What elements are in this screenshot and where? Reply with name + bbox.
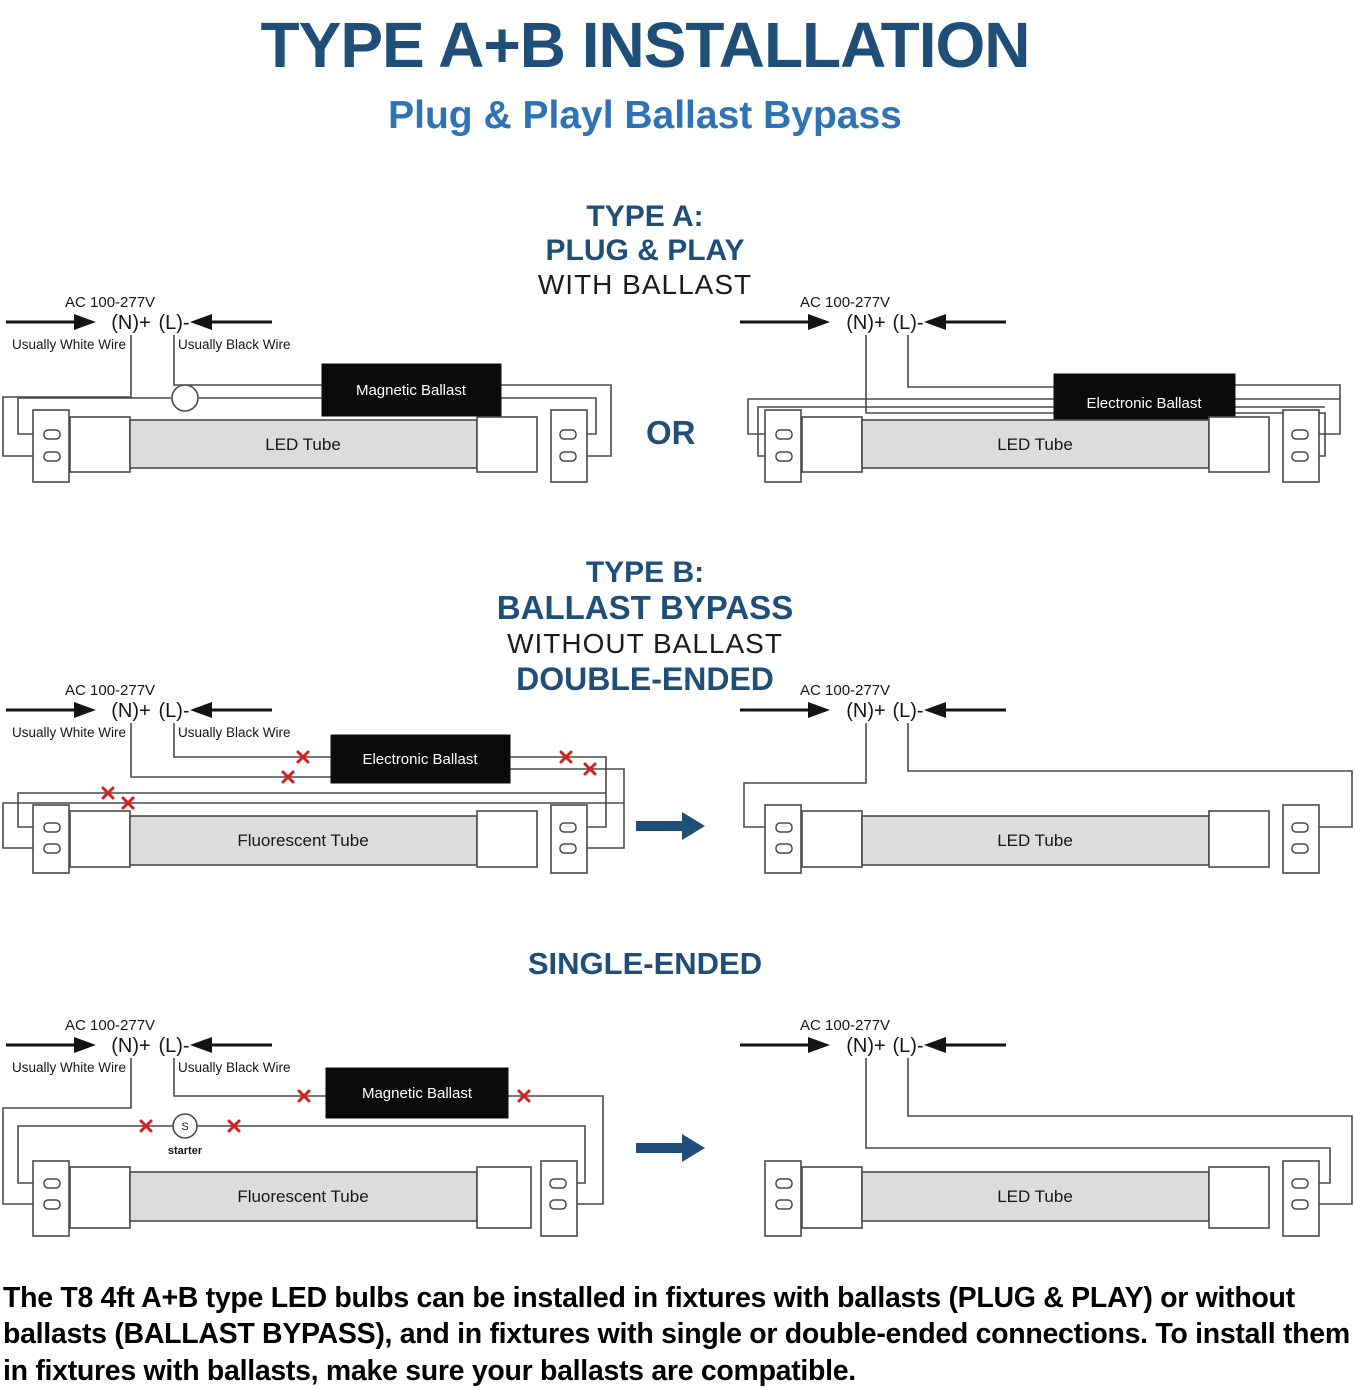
tube-label: Fluorescent Tube	[237, 831, 369, 850]
ballast	[322, 364, 501, 416]
power-input-arrows	[6, 1035, 272, 1057]
line-label: (L)-	[158, 1035, 190, 1057]
led-tube	[765, 410, 1319, 482]
conversion-arrow	[636, 809, 706, 843]
or-label: OR	[646, 414, 696, 451]
flow-arrow-icon	[636, 812, 705, 840]
diagram-single-old-wiring	[0, 1008, 640, 1253]
tube-label: LED Tube	[997, 1187, 1073, 1206]
arrow-left-icon	[190, 702, 212, 718]
neutral-label: (N)+	[111, 1035, 151, 1057]
black-wire-label: Usually Black Wire	[178, 1060, 291, 1075]
led-tube	[33, 410, 587, 482]
power-input-arrows	[6, 700, 272, 722]
diagram-type-b-led-double-ended	[700, 673, 1355, 905]
page-subtitle: Plug & Playl Ballast Bypass	[388, 94, 902, 137]
type-b-heading-line3: WITHOUT BALLAST	[507, 627, 783, 659]
diagram-single-led-single-ended	[700, 1008, 1355, 1253]
power-input-arrows	[740, 1035, 1006, 1057]
tube-label: LED Tube	[997, 435, 1073, 454]
fluorescent-tube	[33, 1161, 577, 1236]
line-label: (L)-	[158, 700, 190, 722]
power-input-arrows	[6, 312, 272, 334]
arrow-left-icon	[190, 314, 212, 330]
tube-label: Fluorescent Tube	[237, 1187, 369, 1206]
starter-label: starter	[167, 1145, 203, 1157]
starter-capacitor-icon	[172, 385, 198, 411]
power-input-arrows	[740, 700, 1006, 722]
ac-voltage-label: AC 100-277V	[65, 682, 156, 699]
ballast	[331, 735, 510, 783]
white-wire-label: Usually White Wire	[12, 725, 127, 740]
footer-description: The T8 4ft A+B type LED bulbs can be installed in fixtures with ballasts (PLUG & PLAY) or without ballasts (BALLAST BYPASS), and in fixtures with single or double-ended connections. To install them in fixtures with ballasts, make sure your ballasts are compatible.	[3, 1282, 1350, 1387]
arrow-right-icon	[808, 314, 830, 330]
arrow-right-icon	[808, 702, 830, 718]
neutral-label: (N)+	[846, 700, 886, 722]
line-label: (L)-	[892, 700, 924, 722]
arrow-left-icon	[190, 1037, 212, 1053]
ac-voltage-label: AC 100-277V	[65, 1017, 156, 1034]
starter-s-label: S	[181, 1121, 189, 1133]
neutral-label: (N)+	[111, 700, 151, 722]
diagram-type-a-electronic	[700, 285, 1355, 513]
led-tube	[765, 805, 1319, 873]
black-wire-label: Usually Black Wire	[178, 725, 291, 740]
tube-label: LED Tube	[997, 831, 1073, 850]
conversion-arrow	[636, 1131, 706, 1165]
arrow-right-icon	[74, 314, 96, 330]
neutral-label: (N)+	[846, 312, 886, 334]
ballast-label: Magnetic Ballast	[361, 1085, 473, 1102]
type-b-heading-line1: TYPE B:	[585, 556, 705, 589]
type-b-heading-line4: DOUBLE-ENDED	[516, 660, 774, 697]
neutral-label: (N)+	[111, 312, 151, 334]
ac-voltage-label: AC 100-277V	[800, 682, 891, 699]
ac-voltage-label: AC 100-277V	[800, 1017, 891, 1034]
line-label: (L)-	[892, 312, 924, 334]
single-ended-heading: SINGLE-ENDED	[527, 946, 763, 981]
power-input-arrows	[740, 312, 1006, 334]
arrow-left-icon	[924, 314, 946, 330]
ac-voltage-label: AC 100-277V	[800, 294, 891, 311]
arrow-right-icon	[74, 702, 96, 718]
arrow-left-icon	[924, 702, 946, 718]
arrow-right-icon	[808, 1037, 830, 1053]
diagram-type-b-old-wiring	[0, 673, 640, 905]
ballast-label: Electronic Ballast	[362, 751, 478, 768]
line-label: (L)-	[892, 1035, 924, 1057]
arrow-left-icon	[924, 1037, 946, 1053]
fluorescent-tube	[33, 805, 587, 873]
type-b-heading-line2: BALLAST BYPASS	[496, 588, 794, 626]
led-tube	[765, 1161, 1319, 1236]
white-wire-label: Usually White Wire	[12, 1060, 127, 1075]
type-a-heading-line3: WITH BALLAST	[537, 269, 753, 301]
starter	[168, 1114, 203, 1157]
black-wire-label: Usually Black Wire	[178, 337, 291, 352]
type-a-heading-line1: TYPE A:	[586, 200, 704, 233]
type-a-heading-line2: PLUG & PLAY	[545, 233, 745, 267]
diagram-type-a-magnetic	[0, 285, 620, 513]
neutral-label: (N)+	[846, 1035, 886, 1057]
line-label: (L)-	[158, 312, 190, 334]
page-title: TYPE A+B INSTALLATION	[260, 9, 1030, 81]
ac-voltage-label: AC 100-277V	[65, 294, 156, 311]
ballast-label: Electronic Ballast	[1086, 395, 1202, 412]
ballast	[326, 1068, 508, 1118]
arrow-right-icon	[74, 1037, 96, 1053]
ballast-label: Magnetic Ballast	[355, 382, 467, 399]
tube-label: LED Tube	[265, 435, 341, 454]
white-wire-label: Usually White Wire	[12, 337, 127, 352]
flow-arrow-icon	[636, 1134, 705, 1162]
